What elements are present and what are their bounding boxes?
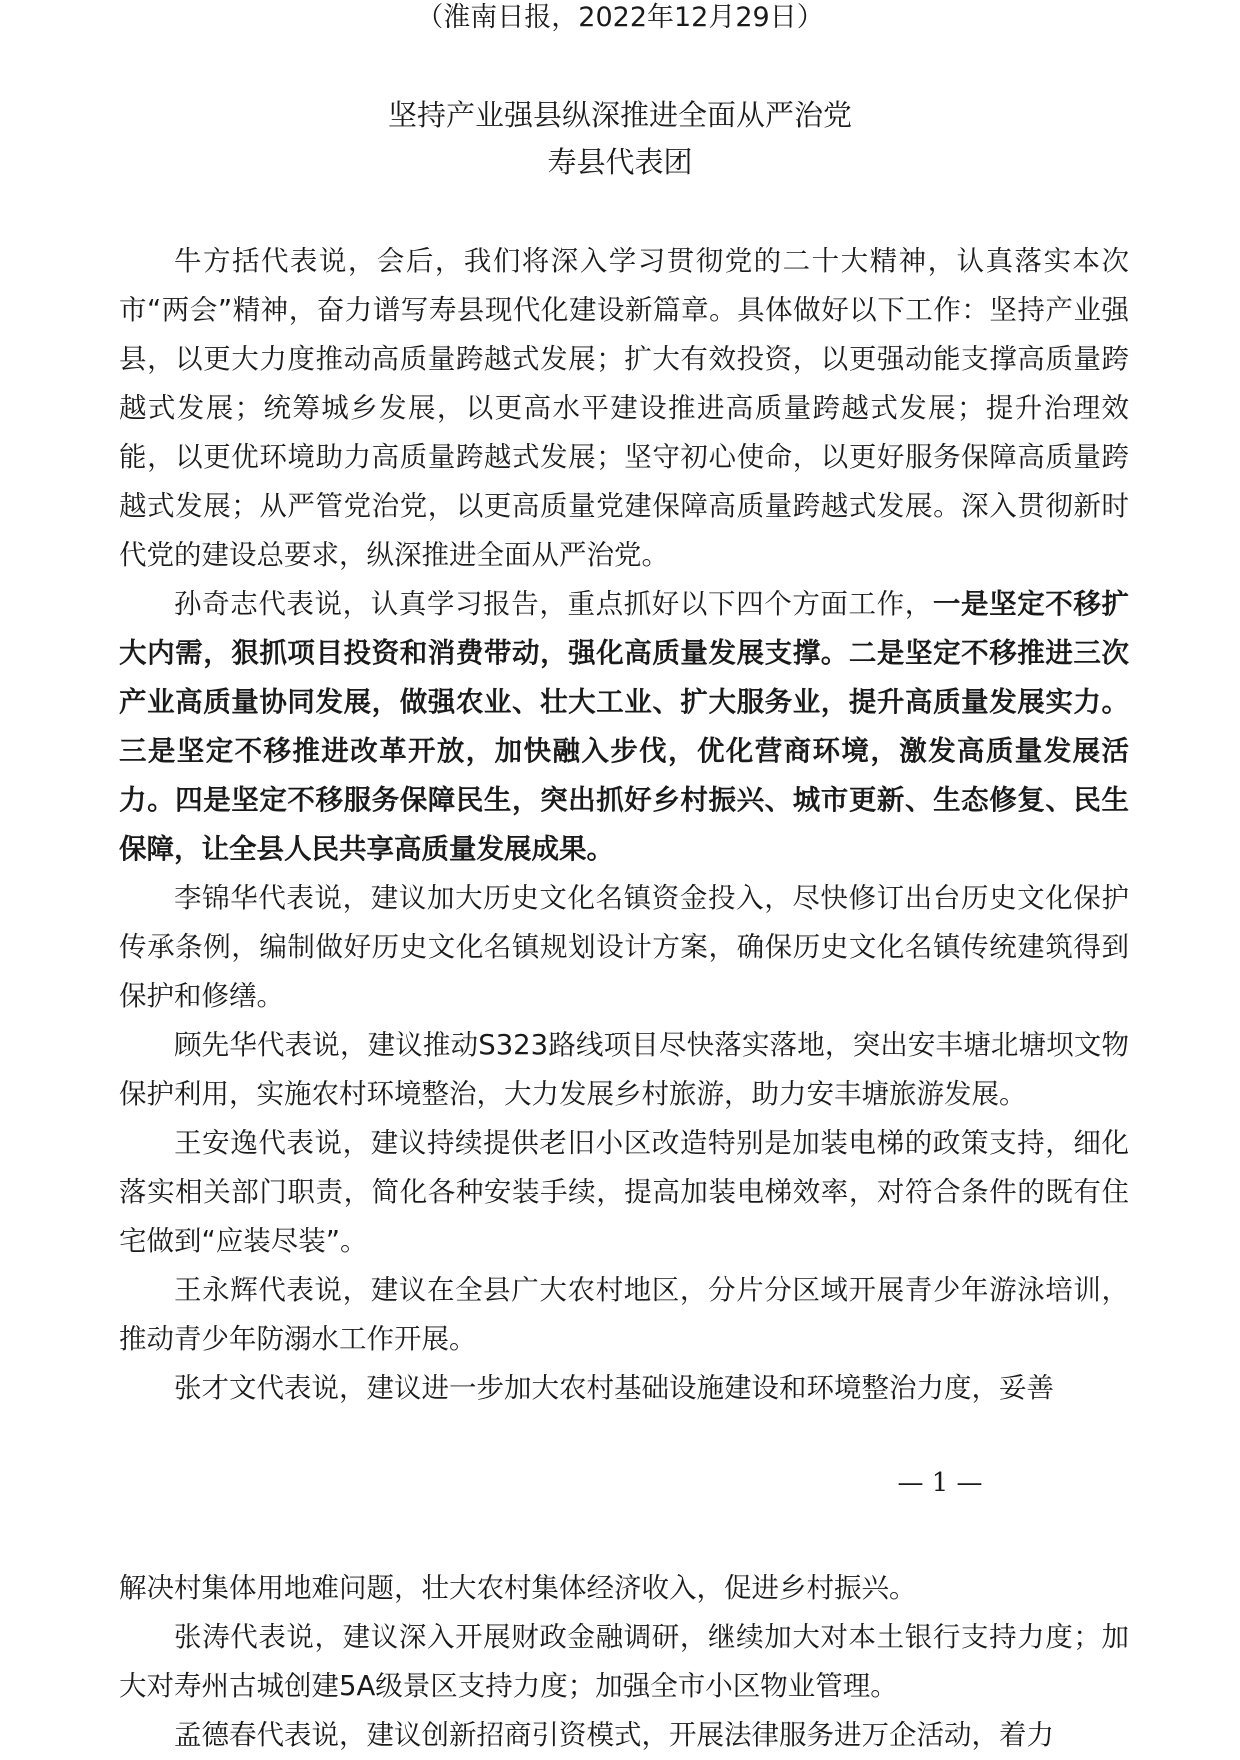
- paragraph: 张才文代表说，建议进一步加大农村基础设施建设和环境整治力度，妥善: [174, 1372, 1054, 1404]
- paragraph-lead: 孙奇志代表说，认真学习报告，重点抓好以下四个方面工作，: [174, 588, 933, 620]
- paragraph: 顾先华代表说，建议推动S323路线项目尽快落实落地，突出安丰塘北塘坝文物保护利用，实施农村环境整治，大力发展乡村旅游，助力安丰塘旅游发展。: [119, 1029, 1129, 1110]
- paragraph-continuation: 解决村集体用地难问题，壮大农村集体经济收入，促进乡村振兴。: [119, 1572, 917, 1604]
- paragraph: 李锦华代表说，建议加大历史文化名镇资金投入，尽快修订出台历史文化保护传承条例，编制做好历史文化名镇规划设计方案，确保历史文化名镇传统建筑得到保护和修缮。: [119, 882, 1129, 1012]
- page-number: — 1 —: [897, 1468, 983, 1498]
- paragraph: 牛方括代表说，会后，我们将深入学习贯彻党的二十大精神，认真落实本次市“两会”精神，奋力谱写寿县现代化建设新篇章。具体做好以下工作：坚持产业强县，以更大力度推动高质量跨越式发展；扩大有效投资，以更强动能支撑高质量跨越式发展；统筹城乡发展，以更高水平建设推进高质量跨越式发展；提升治理效能，以更优环境助力高质量跨越式发展；坚守初心使命，以更好服务保障高质量跨越式发展；从严管党治党，以更高质量党建保障高质量跨越式发展。深入贯彻新时代党的建设总要求，纵深推进全面从严治党。: [119, 245, 1129, 571]
- paragraph: 王永辉代表说，建议在全县广大农村地区，分片分区域开展青少年游泳培训，推动青少年防溺水工作开展。: [119, 1274, 1129, 1355]
- article-body: [119, 237, 1129, 1413]
- paragraph-bold: 一是坚定不移扩大内需，狠抓项目投资和消费带动，强化高质量发展支撑。二是坚定不移推进三次产业高质量协同发展，做强农业、壮大工业、扩大服务业，提升高质量发展实力。三是坚定不移推进改革开放，加快融入步伐，优化营商环境，激发高质量发展活力。四是坚定不移服务保障民生，突出抓好乡村振兴、城市更新、生态修复、民生保障，让全县人民共享高质量发展成果。: [119, 588, 1130, 865]
- paragraph: [119, 580, 1129, 874]
- article-title: 坚持产业强县纵深推进全面从严治党: [387, 98, 852, 132]
- source-line: （淮南日报，2022年12月29日）: [416, 2, 824, 33]
- paragraph: 孟德春代表说，建议创新招商引资模式，开展法律服务进万企活动，着力: [174, 1719, 1054, 1751]
- article-author: 寿县代表团: [547, 145, 693, 179]
- paragraph: 张涛代表说，建议深入开展财政金融调研，继续加大对本土银行支持力度；加大对寿州古城创建5A级景区支持力度；加强全市小区物业管理。: [119, 1621, 1129, 1702]
- next-page-body: [119, 1564, 1129, 1760]
- paragraph: 王安逸代表说，建议持续提供老旧小区改造特别是加装电梯的政策支持，细化落实相关部门职责，简化各种安装手续，提高加装电梯效率，对符合条件的既有住宅做到“应装尽装”。: [119, 1127, 1129, 1257]
